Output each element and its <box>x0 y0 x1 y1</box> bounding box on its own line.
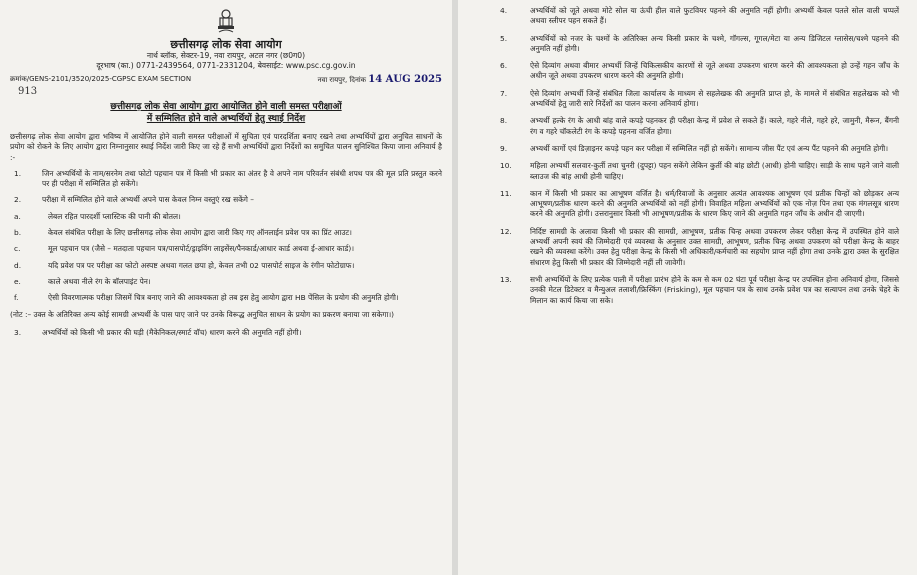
note-text: (नोट :– उक्त के अतिरिक्त अन्य कोई सामग्री अभ्यर्थी के पास पाए जाने पर उनके विरूद्ध अनुचित साधन के प्रयोग का प्रकरण बनाया जा सकेगा।) <box>10 309 395 319</box>
sub-item-text: केवल संबंधित परीक्षा के लिए छत्तीसगढ़ लोक सेवा आयोग द्वारा जारी किए गए ऑनलाईन प्रवेश पत्र का प्रिंट आउट। <box>48 228 352 238</box>
right-page <box>458 0 917 575</box>
commission-phone: दूरभाष (का.) 0771-2439564, 0771-2331204, बेवसाईट: www.psc.cg.gov.in <box>96 61 356 70</box>
item-text: जिन अभ्यर्थियों के नाम/सरनेम तथा फोटो पहचान पत्र में किसी भी प्रकार का अंतर है वे अपने नाम परिवर्तन संबंधी शपथ पत्र की मूल प्रति प्रस्तुत करने पर ही परीक्षा में सम्मिलित हो सकेंगे। <box>42 168 442 189</box>
sub-item-letter: b. <box>14 228 22 238</box>
left-page <box>0 0 452 575</box>
item-number: 2. <box>14 195 22 205</box>
list-item <box>478 161 903 182</box>
item-text: परीक्षा में सम्मिलित होने वाले अभ्यर्थी अपने पास केवल निम्न वस्तुएं रख सकेंगे – <box>42 195 254 205</box>
item-text: अभ्यर्थियों को नजर के चश्मों के अतिरिक्त अन्य किसी प्रकार के चश्मे, गॉगल्स, गूगल/मेटा या अन्य डिजिटल ग्लासेस/चश्मे पहनने की अनुमति नहीं होगी। <box>530 33 899 53</box>
place-date-label: नवा रायपुर, दिनांक <box>317 76 367 84</box>
sub-item-text: ऐसी विवरणात्मक परीक्षा जिसमें चित्र बनाए जाने की आवश्यकता हो तब इस हेतु आयोग द्वारा HB पेंसिल के प्रयोग की अनुमति होगी। <box>48 293 399 303</box>
reference-number: क्रमांक/GENS-2101/3520/2025-CGPSC EXAM SECTION <box>10 75 192 83</box>
list-item <box>478 116 903 137</box>
item-text: अभ्यर्थी हल्के रंग के आधी बांह वाले कपड़े पहनकर ही परीक्षा केन्द्र में प्रवेश ले सकते हैं। काले, गहरे नीले, गहरे हरे, जामुनी, मैरून, बैंगनी रंग व गहरे चॉकलेटी रंग के कपड़े पहनना वर्जित होगा। <box>530 116 899 136</box>
sub-item-letter: f. <box>14 293 19 303</box>
item-number: 8. <box>500 116 508 126</box>
item-number: 4. <box>500 6 508 15</box>
list-item <box>478 89 903 110</box>
sub-item-text: काले अथवा नीले रंग के बॉलपाइंट पेन। <box>48 276 151 286</box>
handwritten-number: 913 <box>18 86 38 97</box>
item-text: महिला अभ्यर्थी सलवार-कुर्ती तथा चुनरी (दुपट्टा) पहन सकेंगे लेकिन कुर्ती की बांह छोटी (आधी) होनी चाहिए। साड़ी के साथ पहने जाने वाली ब्लाउज की बांह आधी होनी चाहिए। <box>530 161 899 181</box>
list-item <box>478 61 903 82</box>
sub-item-text: लेबल रहित पारदर्शी प्लास्टिक की पानी की बोतल। <box>48 211 181 221</box>
item-number: 1. <box>14 168 22 178</box>
sub-item <box>10 212 442 222</box>
intro-paragraph: छत्तीसगढ़ लोक सेवा आयोग द्वारा भविष्य में आयोजित होने वाली समस्त परीक्षाओं में सुचिता एवं पारदर्शिता बनाए रखने तथा अभ्यर्थियों द्वारा अनुचित साधनों के प्रयोग को रोकने के लिए आयोग द्वारा निम्नानुसार स्थाई निर्देश जारी किए जा रहे हैं सभी अभ्यर्थियों द्वारा निर्देशों का समुचित पालन सुनिश्चित किया जाना अनिवार्य है :- <box>10 132 442 162</box>
item-text: अभ्यर्थियों को जूते अथवा मोटे सोल या ऊंची हील वाले फुटवियर पहनने की अनुमति नहीं होगी। अभ्यर्थी केवल पतले सोल वाली चप्पलें अथवा स्लीपर पहन सकते हैं। <box>530 6 899 26</box>
list-item <box>478 275 903 306</box>
sub-item <box>10 228 442 238</box>
sub-item-letter: d. <box>14 260 22 270</box>
item-number: 13. <box>500 274 512 284</box>
item-number: 6. <box>500 61 508 71</box>
heading-line-1: छत्तीसगढ़ लोक सेवा आयोग द्वारा आयोजित होने वाली समस्त परीक्षाओं <box>110 102 342 112</box>
sub-item-text: यदि प्रवेश पत्र पर परीक्षा का फोटो अस्पष्ट अथवा गलत छपा हो, केवल तभी 02 पासपोर्ट साइज के रंगीन फोटोग्राफ। <box>48 260 355 270</box>
list-item <box>478 144 903 154</box>
date-stamp: 14 AUG 2025 <box>368 74 442 85</box>
sub-item <box>10 293 442 303</box>
commission-address: नार्थ ब्लॉक, सेक्टर-19, नवा रायपुर, अटल नगर (छ0ग0) <box>146 51 306 60</box>
sub-item-text: मूल पहचान पत्र (जैसे – मतदाता पहचान पत्र/पासपोर्ट/ड्राइविंग लाइसेंस/पैनकार्ड/आधार कार्ड अथवा ई-आधार कार्ड)। <box>48 244 355 254</box>
item-text: निर्दिष्ट सामग्री के अलावा किसी भी प्रकार की सामग्री, आभूषण, प्रतीक चिन्ह अथवा उपकरण लेकर परीक्षा केन्द्र में उपस्थित होने वाले अभ्यर्थी अपनी स्वयं की जिम्मेदारी एवं व्यवस्था के अनुसार उक्त सामग्री, आभूषण, प्रतीक चिन्ह अथवा उपकरण को परीक्षा केन्द्र के बाहर रखने की व्यवस्था करेंगे। उक्त हेतु परीक्षा केन्द्र के किसी भी अधिकारी/कर्मचारी का सहयोग प्राप्त नहीं होगा तथा उनके द्वारा उक्त के सुरक्षित संधारण हेतु किसी भी प्रकार की जिम्मेदारी नहीं ली जावेगी। <box>530 226 899 267</box>
list-item <box>478 6 903 27</box>
place-date <box>318 74 442 86</box>
item-text: ऐसे दिव्यांग अभ्यर्थी जिन्हें संबंधित जिला कार्यालय के माध्यम से सहलेखक की अनुमति प्राप्त हो, के मामले में संबंधित सहलेखक को भी अभ्यर्थियों हेतु जारी सारे निर्देशों का पालन करना अनिवार्य होगा। <box>530 88 899 109</box>
list-item <box>478 227 903 268</box>
item-text: ऐसे दिव्यांग अथवा बीमार अभ्यर्थी जिन्हें चिकित्सकीय कारणों से जूते अथवा उपकरण धारण करने की आवश्यकता हो उन्हें गहन जाँच के अधीन जूते अथवा उपकरण धारण करने की अनुमति होगी। <box>530 61 899 81</box>
item-number: 5. <box>500 33 508 43</box>
list-item <box>10 169 442 190</box>
list-item <box>10 328 442 338</box>
state-emblem-icon <box>214 8 238 36</box>
sub-item-letter: e. <box>14 276 21 286</box>
item-number: 10. <box>500 161 512 171</box>
reference-line <box>10 74 442 86</box>
item-text: कान में किसी भी प्रकार का आभूषण वर्जित है। धर्म/रिवाजों के अनुसार अत्यंत आवश्यक आभूषण एवं प्रतीक चिन्हों को छोड़कर अन्य आभूषण/प्रतीक धारण करने की अनुमति अभ्यर्थियों को नहीं होगी। विवाहित महिला अभ्यर्थियों को एक नोज़ पिन तथा एक मंगलसूत्र धारण करने की अनुमति होगी। उत्तरानुसार किसी भी आभूषण/प्रतीक के धारण किए जाने की अनुमति गहन जाँच के अधीन दी जाएगी। <box>530 188 899 219</box>
list-item <box>478 34 903 55</box>
document-heading <box>10 101 442 125</box>
sub-item-letter: c. <box>14 244 21 254</box>
item-text: अभ्यर्थियों को किसी भी प्रकार की घड़ी (मैकेनिकल/स्मार्ट वॉच) धारण करने की अनुमति नहीं होगी। <box>42 327 302 337</box>
commission-title: छत्तीसगढ़ लोक सेवा आयोग <box>170 38 282 51</box>
item-text: अभ्यर्थी कार्गो एवं डिज़ाइनर कपड़े पहन कर परीक्षा में सम्मिलित नहीं हो सकेंगे। सामान्य जीस पैंट एवं अन्य पैंट पहनने की अनुमति होगी। <box>530 143 889 153</box>
item-number: 3. <box>14 327 22 337</box>
sub-item <box>10 261 442 271</box>
list-item <box>478 189 903 220</box>
sub-item <box>10 244 442 254</box>
item-number: 9. <box>500 143 508 153</box>
sub-item <box>10 277 442 287</box>
heading-line-2: में सम्मिलित होने वाले अभ्यर्थियों हेतु स्थाई निर्देश <box>146 114 306 124</box>
item-number: 12. <box>500 226 512 236</box>
item-number: 7. <box>500 88 508 98</box>
list-item <box>10 195 442 205</box>
sub-item-letter: a. <box>14 211 21 221</box>
item-text: सभी अभ्यर्थियों के लिए प्रत्येक पाली में परीक्षा प्रारंभ होने के कम से कम 02 घंटा पूर्व परीक्षा केन्द्र पर उपस्थित होना अनिवार्य होगा, जिससे उनकी मेटल डिटेक्टर व मैन्युअल तलाशी/फ्रिस्किंग (Frisking), मूल पहचान पत्र के साथ उनके प्रवेश पत्र का सत्यापन तथा उनके चेहरे के मिलान का कार्य किया जा सके। <box>530 274 899 305</box>
item-number: 11. <box>500 188 512 198</box>
